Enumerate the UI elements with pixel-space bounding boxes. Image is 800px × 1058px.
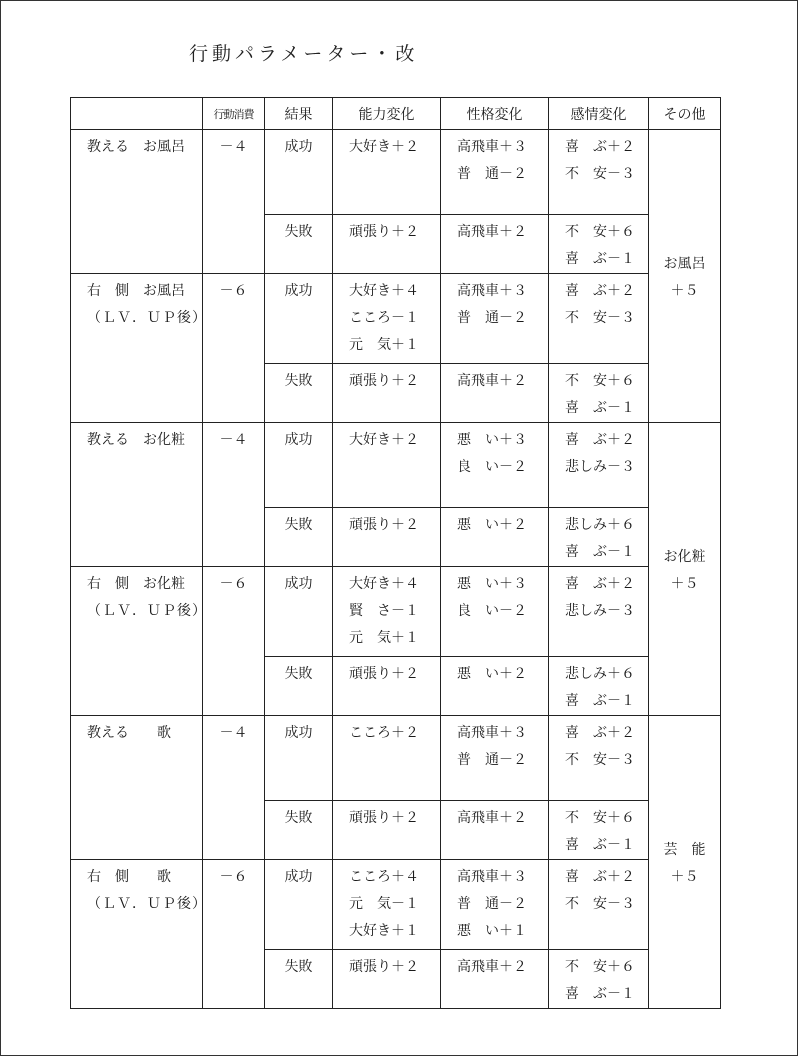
emotion-cell (549, 567, 649, 657)
emotion-change: 不 安＋６ (565, 224, 635, 240)
personality-cell (441, 215, 549, 274)
action-cell (71, 423, 203, 567)
emotion-change: 喜 ぶ－１ (565, 400, 635, 416)
action-label: 右 側 お化粧 (87, 576, 185, 592)
table-row (71, 274, 721, 364)
cost-cell (203, 716, 265, 860)
other-value: ＋５ (670, 283, 699, 299)
ability-cell (333, 567, 441, 657)
ability-change: 元 気－１ (349, 896, 419, 912)
table-row (71, 567, 721, 657)
result-label: 成功 (284, 139, 313, 155)
page-title: 行動パラメーター・改 (189, 43, 419, 65)
ability-change: 賢 さ－１ (349, 603, 419, 619)
emotion-cell (549, 215, 649, 274)
header-emotion: 感情変化 (549, 98, 649, 130)
personality-change: 普 通－２ (457, 896, 527, 912)
personality-change: 普 通－２ (457, 752, 527, 768)
table-row (71, 130, 721, 215)
personality-cell (441, 423, 549, 508)
result-cell (265, 423, 333, 508)
ability-cell (333, 860, 441, 950)
result-label: 失敗 (284, 373, 313, 389)
result-cell (265, 860, 333, 950)
result-cell (265, 657, 333, 716)
other-value: ＋５ (670, 576, 699, 592)
emotion-change: 不 安－３ (565, 310, 635, 326)
other-cell (649, 130, 721, 423)
personality-change: 高飛車＋２ (457, 224, 527, 240)
cost-value: －４ (219, 725, 248, 741)
personality-change: 高飛車＋２ (457, 810, 527, 826)
emotion-cell (549, 274, 649, 364)
result-cell (265, 130, 333, 215)
action-label: 教える 歌 (87, 725, 171, 741)
ability-change: 頑張り＋２ (349, 224, 419, 240)
emotion-change: 不 安－３ (565, 896, 635, 912)
personality-change: 悪 い＋１ (457, 923, 527, 939)
result-label: 成功 (284, 725, 313, 741)
result-label: 成功 (284, 432, 313, 448)
personality-cell (441, 508, 549, 567)
other-value: 芸 能 (663, 842, 706, 858)
result-label: 失敗 (284, 959, 313, 975)
table-body (71, 130, 721, 1009)
ability-change: 頑張り＋２ (349, 373, 419, 389)
personality-change: 高飛車＋３ (457, 139, 527, 155)
action-cell (71, 567, 207, 716)
personality-cell (441, 860, 549, 950)
personality-change: 高飛車＋３ (457, 725, 527, 741)
personality-cell (441, 716, 549, 801)
emotion-change: 喜 ぶ－１ (565, 986, 635, 1002)
ability-change: 大好き＋４ (349, 576, 419, 592)
personality-cell (441, 657, 549, 716)
result-cell (265, 567, 333, 657)
cost-cell (203, 567, 265, 716)
personality-change: 高飛車＋３ (457, 869, 527, 885)
action-label: （ＬＶ．ＵＰ後） (87, 603, 207, 619)
action-cell (71, 130, 203, 274)
emotion-change: 不 安－３ (565, 752, 635, 768)
personality-cell (441, 950, 549, 1009)
emotion-change: 不 安＋６ (565, 373, 635, 389)
result-label: 失敗 (284, 666, 313, 682)
personality-cell (441, 130, 549, 215)
action-label: 教える お化粧 (87, 432, 185, 448)
emotion-change: 悲しみ－３ (565, 603, 635, 619)
ability-change: 大好き＋４ (349, 283, 419, 299)
result-label: 成功 (284, 869, 313, 885)
emotion-cell (549, 860, 649, 950)
cost-cell (203, 130, 265, 274)
ability-change: こころ－１ (349, 310, 419, 326)
personality-cell (441, 364, 549, 423)
result-label: 成功 (284, 283, 313, 299)
cost-value: －６ (219, 869, 248, 885)
header-result: 結果 (265, 98, 333, 130)
ability-change: こころ＋４ (349, 869, 419, 885)
emotion-change: 喜 ぶ＋２ (565, 283, 635, 299)
personality-change: 良 い－２ (457, 459, 527, 475)
other-value: ＋５ (670, 869, 699, 885)
result-label: 失敗 (284, 810, 313, 826)
personality-change: 高飛車＋２ (457, 959, 527, 975)
emotion-change: 不 安－３ (565, 166, 635, 182)
other-cell (649, 423, 721, 716)
personality-change: 悪 い＋３ (457, 576, 527, 592)
result-label: 失敗 (284, 517, 313, 533)
emotion-change: 喜 ぶ＋２ (565, 576, 635, 592)
ability-change: 元 気＋１ (349, 630, 419, 646)
table-row (71, 860, 721, 950)
ability-change: 頑張り＋２ (349, 517, 419, 533)
table-row (71, 716, 721, 801)
action-cell (71, 716, 203, 860)
emotion-change: 喜 ぶ－１ (565, 544, 635, 560)
other-value: お化粧 (663, 549, 706, 565)
emotion-change: 喜 ぶ－１ (565, 251, 635, 267)
personality-change: 高飛車＋２ (457, 373, 527, 389)
personality-cell (441, 567, 549, 657)
cost-cell (203, 423, 265, 567)
cost-cell (203, 274, 265, 423)
action-label: （ＬＶ．ＵＰ後） (87, 896, 207, 912)
table-row (71, 423, 721, 508)
result-cell (265, 716, 333, 801)
other-cell (649, 716, 721, 1009)
header-action (71, 98, 203, 130)
personality-cell (441, 274, 549, 364)
ability-change: 大好き＋２ (349, 432, 419, 448)
personality-change: 普 通－２ (457, 310, 527, 326)
emotion-cell (549, 657, 649, 716)
personality-change: 悪 い＋２ (457, 517, 527, 533)
personality-change: 良 い－２ (457, 603, 527, 619)
emotion-cell (549, 716, 649, 801)
result-cell (265, 274, 333, 364)
result-label: 失敗 (284, 224, 313, 240)
cost-value: －４ (219, 432, 248, 448)
emotion-cell (549, 364, 649, 423)
emotion-change: 喜 ぶ－１ (565, 693, 635, 709)
action-cell (71, 274, 207, 423)
emotion-cell (549, 950, 649, 1009)
ability-change: 頑張り＋２ (349, 810, 419, 826)
header-cost: 行動消費 (203, 98, 265, 130)
result-cell (265, 950, 333, 1009)
emotion-change: 喜 ぶ＋２ (565, 725, 635, 741)
ability-cell (333, 950, 441, 1009)
emotion-change: 不 安＋６ (565, 810, 635, 826)
ability-cell (333, 364, 441, 423)
ability-change: 頑張り＋２ (349, 959, 419, 975)
emotion-change: 悲しみ＋６ (565, 517, 635, 533)
personality-change: 悪 い＋２ (457, 666, 527, 682)
personality-change: 高飛車＋３ (457, 283, 527, 299)
result-cell (265, 364, 333, 423)
action-label: 教える お風呂 (87, 139, 185, 155)
header-other: その他 (649, 98, 721, 130)
other-value: お風呂 (663, 256, 706, 272)
action-label: （ＬＶ．ＵＰ後） (87, 310, 207, 326)
ability-cell (333, 508, 441, 567)
result-label: 成功 (284, 576, 313, 592)
ability-cell (333, 274, 441, 364)
cost-value: －６ (219, 576, 248, 592)
header-ability: 能力変化 (333, 98, 441, 130)
cost-value: －６ (219, 283, 248, 299)
emotion-change: 喜 ぶ＋２ (565, 139, 635, 155)
action-cell (71, 860, 207, 1009)
emotion-cell (549, 801, 649, 860)
emotion-change: 喜 ぶ＋２ (565, 869, 635, 885)
emotion-change: 悲しみ－３ (565, 459, 635, 475)
ability-change: 元 気＋１ (349, 337, 419, 353)
emotion-change: 喜 ぶ＋２ (565, 432, 635, 448)
ability-change: 大好き＋１ (349, 923, 419, 939)
ability-cell (333, 423, 441, 508)
cost-value: －４ (219, 139, 248, 155)
emotion-cell (549, 423, 649, 508)
personality-change: 普 通－２ (457, 166, 527, 182)
emotion-cell (549, 130, 649, 215)
emotion-cell (549, 508, 649, 567)
ability-cell (333, 716, 441, 801)
ability-cell (333, 215, 441, 274)
personality-cell (441, 801, 549, 860)
ability-change: 頑張り＋２ (349, 666, 419, 682)
emotion-change: 悲しみ＋６ (565, 666, 635, 682)
action-label: 右 側 お風呂 (87, 283, 185, 299)
result-cell (265, 801, 333, 860)
personality-change: 悪 い＋３ (457, 432, 527, 448)
cost-cell (203, 860, 265, 1009)
ability-cell (333, 801, 441, 860)
ability-change: 大好き＋２ (349, 139, 419, 155)
header-personality: 性格変化 (441, 98, 549, 130)
action-label: 右 側 歌 (87, 869, 171, 885)
ability-change: こころ＋２ (349, 725, 419, 741)
ability-cell (333, 657, 441, 716)
emotion-change: 不 安＋６ (565, 959, 635, 975)
emotion-change: 喜 ぶ－１ (565, 837, 635, 853)
header-row (71, 98, 721, 130)
parameter-table (70, 97, 721, 1009)
ability-cell (333, 130, 441, 215)
result-cell (265, 508, 333, 567)
result-cell (265, 215, 333, 274)
